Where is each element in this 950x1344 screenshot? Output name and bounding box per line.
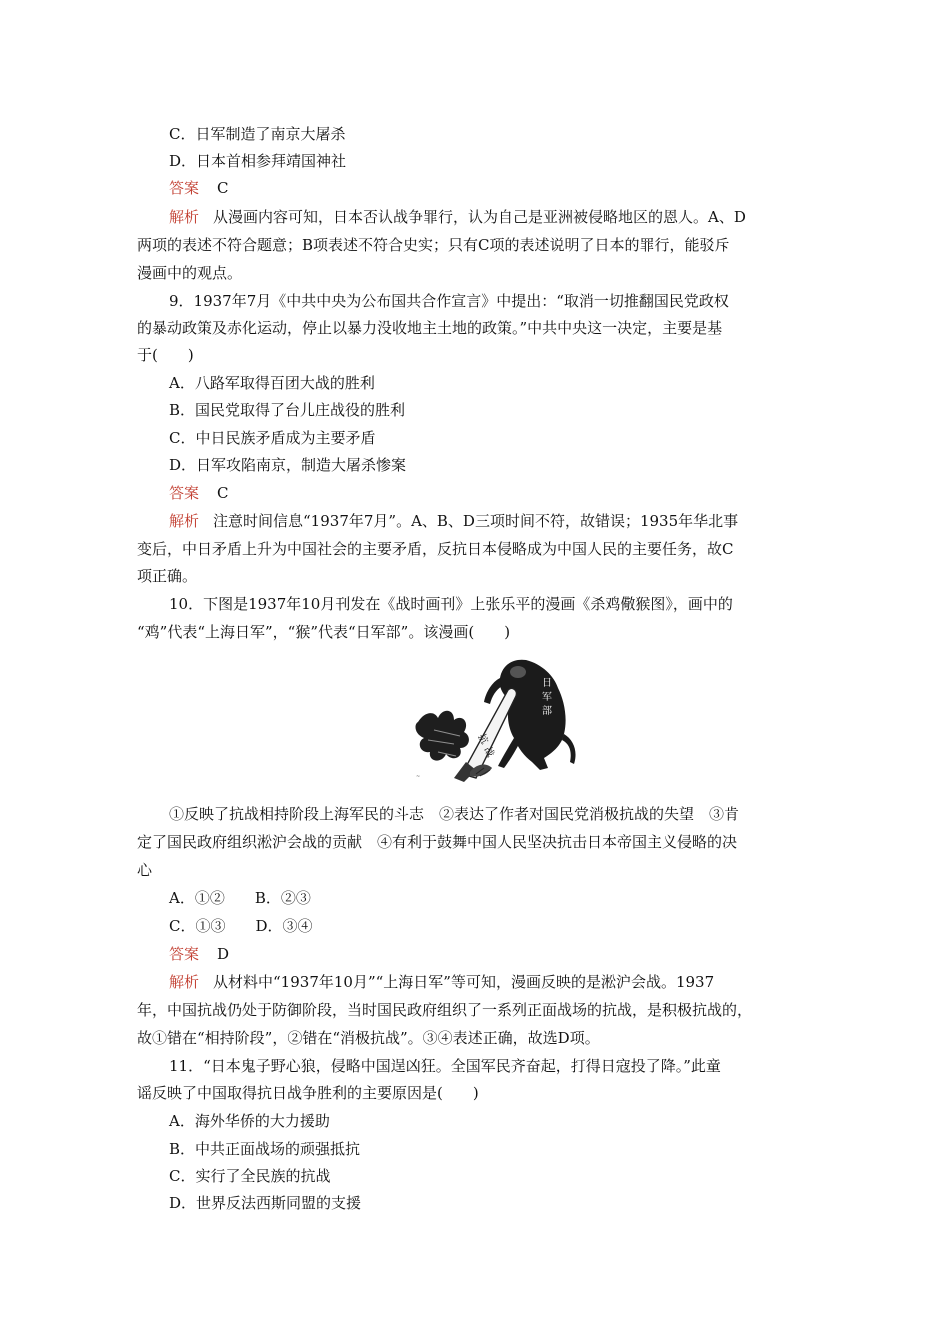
knife-label-char-1: 抗 bbox=[475, 732, 490, 747]
q11-option-c: C．实行了全民族的抗战 bbox=[169, 1167, 331, 1185]
answer-label: 答案 bbox=[169, 484, 200, 502]
answer-value: D bbox=[217, 945, 230, 963]
q9-option-c: C．中日民族矛盾成为主要矛盾 bbox=[169, 429, 376, 447]
answer-label: 答案 bbox=[169, 945, 200, 963]
q8-answer bbox=[169, 174, 819, 202]
q8-analysis-line-2: 两项的表述不符合题意；B项表述不符合史实；只有C项的表述说明了日本的罪行，能驳斥 bbox=[137, 236, 730, 254]
answer-value: C bbox=[217, 484, 229, 502]
analysis-text: 从漫画内容可知，日本否认战争罪行，认为自己是亚洲被侵略地区的恩人。A、D bbox=[213, 208, 746, 226]
monkey-label-char-2: 军 bbox=[542, 692, 552, 703]
q10-statement-line-1: ①反映了抗战相持阶段上海军民的斗志 ②表达了作者对国民党消极抗战的失望 ③肯 bbox=[169, 805, 740, 823]
q10-stem-line-1: 10．下图是1937年10月刊发在《战时画刊》上张乐平的漫画《杀鸡儆猴图》，画中的 bbox=[169, 595, 733, 613]
analysis-label: 解析 bbox=[169, 208, 200, 226]
q9-option-a: A．八路军取得百团大战的胜利 bbox=[169, 374, 375, 392]
analysis-text: 注意时间信息“1937年7月”。A、B、D三项时间不符，故错误；1935年华北事 bbox=[213, 512, 739, 530]
analysis-text: 从材料中“1937年10月”“上海日军”等可知，漫画反映的是淞沪会战。1937 bbox=[213, 973, 715, 991]
q11-stem-line-2: 谣反映了中国取得抗日战争胜利的主要原因是( ) bbox=[137, 1084, 479, 1102]
q10-options-line-2: C．①③ D．③④ bbox=[169, 917, 313, 935]
monkey-tail bbox=[562, 734, 576, 764]
monkey-leg bbox=[498, 738, 520, 768]
cartoon-illustration bbox=[414, 652, 580, 782]
monkey-label-char-3: 部 bbox=[542, 706, 552, 717]
monkey-face bbox=[510, 666, 526, 678]
analysis-label: 解析 bbox=[169, 973, 200, 991]
q9-option-b: B．国民党取得了台儿庄战役的胜利 bbox=[169, 401, 406, 419]
q9-stem-line-2: 的暴动政策及赤化运动，停止以暴力没收地主土地的政策。”中共中央这一决定，主要是基 bbox=[137, 319, 723, 337]
q9-answer bbox=[169, 479, 819, 507]
monkey-arm bbox=[484, 678, 502, 704]
q9-analysis-line-1 bbox=[169, 507, 819, 535]
q10-options-line-1: A．①② B．②③ bbox=[169, 889, 311, 907]
q9-analysis-line-2: 变后，中日矛盾上升为中国社会的主要矛盾，反抗日本侵略成为中国人民的主要任务，故C bbox=[137, 540, 734, 558]
q9-stem-line-1: 9．1937年7月《中共中央为公布国共合作宣言》中提出：“取消一切推翻国民党政权 bbox=[169, 292, 729, 310]
q10-analysis-line-3: 故①错在“相持阶段”，②错在“消极抗战”。③④表述正确，故选D项。 bbox=[137, 1029, 600, 1047]
q9-option-d: D．日军攻陷南京，制造大屠杀惨案 bbox=[169, 456, 407, 474]
analysis-label: 解析 bbox=[169, 512, 200, 530]
q11-option-a: A．海外华侨的大力援助 bbox=[169, 1112, 330, 1130]
knife-label-char-2: 战 bbox=[481, 745, 496, 760]
answer-value: C bbox=[217, 179, 229, 197]
q9-analysis-line-3: 项正确。 bbox=[137, 567, 198, 585]
q10-statement-line-2: 定了国民政府组织淞沪会战的贡献 ④有利于鼓舞中国人民坚决抗击日本帝国主义侵略的决 bbox=[137, 833, 738, 851]
q8-option-c: C．日军制造了南京大屠杀 bbox=[169, 125, 346, 143]
answer-label: 答案 bbox=[169, 179, 200, 197]
q8-option-d: D．日本首相参拜靖国神社 bbox=[169, 152, 347, 170]
q9-stem-line-3: 于( ) bbox=[137, 346, 194, 364]
q8-analysis-line-3: 漫画中的观点。 bbox=[137, 264, 243, 282]
q8-analysis-line-1 bbox=[169, 203, 819, 231]
q10-statement-line-3: 心 bbox=[137, 861, 153, 879]
cartoon-kill-chicken-warn-monkey bbox=[414, 652, 580, 782]
artist-signature: ~ bbox=[416, 774, 421, 780]
q10-analysis-line-1 bbox=[169, 968, 819, 996]
q11-option-d: D．世界反法西斯同盟的支援 bbox=[169, 1194, 362, 1212]
q10-analysis-line-2: 年，中国抗战仍处于防御阶段，当时国民政府组织了一系列正面战场的抗战，是积极抗战的， bbox=[137, 1001, 753, 1019]
q11-stem-line-1: 11．“日本鬼子野心狼，侵略中国逞凶狂。全国军民齐奋起，打得日寇投了降。”此童 bbox=[169, 1057, 721, 1075]
q11-option-b: B．中共正面战场的顽强抵抗 bbox=[169, 1140, 361, 1158]
monkey-label-char-1: 日 bbox=[542, 678, 552, 689]
q10-stem-line-2: “鸡”代表“上海日军”，“猴”代表“日军部”。该漫画( ) bbox=[137, 623, 511, 641]
q10-answer bbox=[169, 940, 819, 968]
